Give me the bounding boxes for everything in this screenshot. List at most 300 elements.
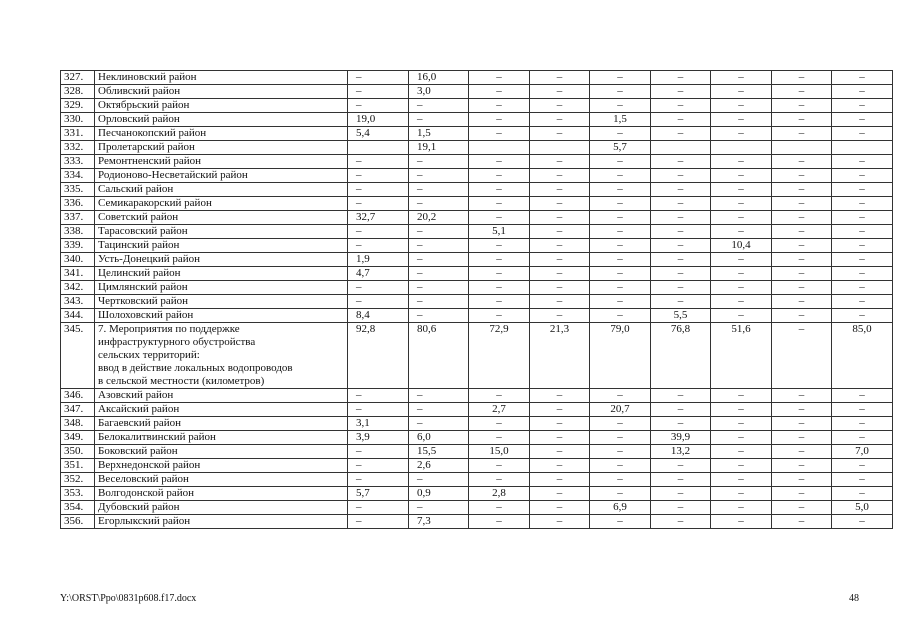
value-cell: –: [590, 253, 651, 267]
row-name-line: Волгодонской район: [98, 487, 195, 499]
value-cell: 6,9: [590, 501, 651, 515]
row-name-line: Песчанокопский район: [98, 127, 207, 139]
value-cell: –: [590, 473, 651, 487]
value-cell: –: [590, 431, 651, 445]
value-cell: –: [651, 169, 711, 183]
value-cell: 19,1: [409, 141, 469, 155]
value-cell: –: [772, 225, 832, 239]
value-cell: –: [530, 459, 590, 473]
value-cell: –: [772, 459, 832, 473]
value-cell: [651, 141, 711, 155]
value-cell: –: [711, 99, 772, 113]
value-cell: –: [469, 99, 530, 113]
row-name-line: Неклиновский район: [98, 71, 197, 83]
value-cell: –: [772, 211, 832, 225]
value-cell: –: [530, 113, 590, 127]
value-cell: –: [651, 487, 711, 501]
row-number: 345.: [61, 323, 95, 389]
row-number: 339.: [61, 239, 95, 253]
value-cell: 1,5: [409, 127, 469, 141]
row-name: [95, 211, 348, 225]
row-name: [95, 323, 348, 389]
value-cell: –: [832, 309, 893, 323]
table-row: [61, 473, 893, 487]
value-cell: –: [651, 403, 711, 417]
value-cell: [711, 141, 772, 155]
table-row: [61, 445, 893, 459]
value-cell: –: [651, 211, 711, 225]
value-cell: –: [772, 501, 832, 515]
value-cell: –: [590, 169, 651, 183]
value-cell: –: [530, 225, 590, 239]
value-cell: 76,8: [651, 323, 711, 389]
value-cell: –: [711, 71, 772, 85]
row-name: [95, 295, 348, 309]
value-cell: –: [772, 155, 832, 169]
value-cell: –: [469, 501, 530, 515]
row-name-line: Октябрьский район: [98, 99, 190, 111]
value-cell: –: [711, 197, 772, 211]
row-name: [95, 239, 348, 253]
value-cell: –: [651, 85, 711, 99]
value-cell: –: [711, 515, 772, 529]
value-cell: –: [832, 71, 893, 85]
value-cell: –: [832, 417, 893, 431]
table-row: [61, 295, 893, 309]
row-name: [95, 389, 348, 403]
value-cell: –: [590, 211, 651, 225]
value-cell: 13,2: [651, 445, 711, 459]
value-cell: –: [651, 295, 711, 309]
row-number: 344.: [61, 309, 95, 323]
value-cell: 3,1: [348, 417, 409, 431]
value-cell: –: [711, 281, 772, 295]
value-cell: –: [711, 267, 772, 281]
value-cell: 20,2: [409, 211, 469, 225]
value-cell: –: [711, 389, 772, 403]
value-cell: –: [469, 85, 530, 99]
value-cell: –: [772, 281, 832, 295]
value-cell: –: [590, 197, 651, 211]
value-cell: 51,6: [711, 323, 772, 389]
value-cell: –: [832, 225, 893, 239]
value-cell: –: [530, 183, 590, 197]
value-cell: –: [409, 239, 469, 253]
row-number: 351.: [61, 459, 95, 473]
page-number: 48: [849, 593, 859, 604]
row-name: [95, 127, 348, 141]
table-row: [61, 417, 893, 431]
value-cell: –: [348, 515, 409, 529]
row-name-line: Чертковский район: [98, 295, 189, 307]
value-cell: –: [711, 253, 772, 267]
value-cell: –: [832, 295, 893, 309]
row-name-line: Боковский район: [98, 445, 178, 457]
row-name-line: Целинский район: [98, 267, 181, 279]
value-cell: –: [711, 225, 772, 239]
value-cell: –: [590, 445, 651, 459]
value-cell: –: [530, 281, 590, 295]
value-cell: –: [832, 183, 893, 197]
value-cell: –: [469, 127, 530, 141]
value-cell: 2,6: [409, 459, 469, 473]
value-cell: –: [469, 155, 530, 169]
value-cell: –: [711, 459, 772, 473]
value-cell: –: [711, 403, 772, 417]
value-cell: –: [651, 183, 711, 197]
value-cell: –: [530, 71, 590, 85]
value-cell: –: [348, 403, 409, 417]
row-number: 354.: [61, 501, 95, 515]
row-number: 356.: [61, 515, 95, 529]
value-cell: 16,0: [409, 71, 469, 85]
row-name-line: 7. Мероприятия по поддержке: [98, 323, 240, 335]
value-cell: 0,9: [409, 487, 469, 501]
row-name: [95, 459, 348, 473]
value-cell: –: [772, 389, 832, 403]
row-name: [95, 445, 348, 459]
value-cell: –: [590, 295, 651, 309]
row-name-line: Аксайский район: [98, 403, 180, 415]
row-number: 341.: [61, 267, 95, 281]
value-cell: –: [772, 239, 832, 253]
table-row: [61, 99, 893, 113]
value-cell: –: [530, 487, 590, 501]
value-cell: –: [832, 85, 893, 99]
value-cell: –: [530, 501, 590, 515]
value-cell: –: [469, 389, 530, 403]
value-cell: –: [832, 197, 893, 211]
value-cell: 5,1: [469, 225, 530, 239]
value-cell: –: [530, 389, 590, 403]
row-name-line: в сельской местности (километров): [98, 375, 265, 387]
value-cell: –: [832, 155, 893, 169]
row-number: 347.: [61, 403, 95, 417]
value-cell: –: [651, 127, 711, 141]
value-cell: –: [348, 239, 409, 253]
value-cell: –: [530, 239, 590, 253]
row-name-line: Шолоховский район: [98, 309, 194, 321]
value-cell: –: [832, 239, 893, 253]
value-cell: –: [469, 211, 530, 225]
value-cell: –: [409, 225, 469, 239]
value-cell: –: [590, 183, 651, 197]
value-cell: –: [469, 459, 530, 473]
row-number: 337.: [61, 211, 95, 225]
row-name-line: сельских территорий:: [98, 349, 200, 361]
row-name-line: Сальский район: [98, 183, 174, 195]
table-row: [61, 141, 893, 155]
value-cell: –: [711, 431, 772, 445]
value-cell: –: [651, 501, 711, 515]
value-cell: –: [469, 239, 530, 253]
value-cell: 2,8: [469, 487, 530, 501]
value-cell: –: [772, 71, 832, 85]
value-cell: 5,0: [832, 501, 893, 515]
row-name-line: Белокалитвинский район: [98, 431, 216, 443]
row-name-line: ввод в действие локальных водопроводов: [98, 362, 293, 374]
value-cell: 5,5: [651, 309, 711, 323]
row-number: 350.: [61, 445, 95, 459]
value-cell: –: [409, 267, 469, 281]
value-cell: –: [772, 85, 832, 99]
value-cell: –: [832, 127, 893, 141]
row-number: 334.: [61, 169, 95, 183]
row-name: [95, 473, 348, 487]
value-cell: –: [590, 267, 651, 281]
value-cell: 2,7: [469, 403, 530, 417]
value-cell: –: [772, 127, 832, 141]
row-name: [95, 225, 348, 239]
value-cell: 3,9: [348, 431, 409, 445]
row-number: 336.: [61, 197, 95, 211]
table-row: [61, 459, 893, 473]
value-cell: 8,4: [348, 309, 409, 323]
value-cell: –: [530, 197, 590, 211]
value-cell: –: [409, 309, 469, 323]
value-cell: –: [530, 211, 590, 225]
table-row: [61, 323, 893, 389]
value-cell: –: [469, 309, 530, 323]
value-cell: –: [651, 113, 711, 127]
value-cell: –: [348, 281, 409, 295]
value-cell: –: [409, 295, 469, 309]
row-number: 343.: [61, 295, 95, 309]
value-cell: –: [348, 169, 409, 183]
row-name: [95, 99, 348, 113]
value-cell: [530, 141, 590, 155]
row-name-line: Азовский район: [98, 389, 174, 401]
value-cell: –: [832, 487, 893, 501]
value-cell: –: [711, 473, 772, 487]
value-cell: 72,9: [469, 323, 530, 389]
value-cell: 5,7: [348, 487, 409, 501]
value-cell: –: [711, 183, 772, 197]
table-row: [61, 239, 893, 253]
value-cell: –: [590, 515, 651, 529]
table-row: [61, 253, 893, 267]
value-cell: –: [832, 389, 893, 403]
row-name-line: Цимлянский район: [98, 281, 188, 293]
value-cell: –: [348, 225, 409, 239]
table-row: [61, 487, 893, 501]
value-cell: –: [348, 99, 409, 113]
value-cell: –: [530, 253, 590, 267]
table-row: [61, 225, 893, 239]
value-cell: –: [711, 155, 772, 169]
value-cell: –: [530, 515, 590, 529]
value-cell: –: [832, 459, 893, 473]
value-cell: –: [590, 417, 651, 431]
value-cell: 85,0: [832, 323, 893, 389]
value-cell: –: [590, 389, 651, 403]
value-cell: –: [530, 445, 590, 459]
value-cell: –: [530, 99, 590, 113]
value-cell: –: [711, 169, 772, 183]
value-cell: –: [469, 295, 530, 309]
row-number: 335.: [61, 183, 95, 197]
value-cell: –: [651, 389, 711, 403]
data-table: [60, 70, 893, 529]
value-cell: 4,7: [348, 267, 409, 281]
value-cell: –: [651, 281, 711, 295]
value-cell: –: [409, 403, 469, 417]
row-number: 330.: [61, 113, 95, 127]
value-cell: [772, 141, 832, 155]
value-cell: –: [590, 155, 651, 169]
value-cell: –: [469, 253, 530, 267]
row-name: [95, 515, 348, 529]
value-cell: –: [530, 169, 590, 183]
value-cell: –: [469, 417, 530, 431]
value-cell: –: [348, 473, 409, 487]
row-name: [95, 169, 348, 183]
row-name-line: инфраструктурного обустройства: [98, 336, 256, 348]
value-cell: –: [711, 445, 772, 459]
value-cell: –: [348, 445, 409, 459]
row-name-line: Егорлыкский район: [98, 515, 191, 527]
table-row: [61, 183, 893, 197]
value-cell: –: [772, 197, 832, 211]
value-cell: –: [772, 417, 832, 431]
row-name-line: Усть-Донецкий район: [98, 253, 201, 265]
row-name: [95, 253, 348, 267]
row-number: 352.: [61, 473, 95, 487]
value-cell: –: [348, 71, 409, 85]
row-number: 346.: [61, 389, 95, 403]
row-name: [95, 501, 348, 515]
value-cell: –: [651, 239, 711, 253]
value-cell: –: [409, 169, 469, 183]
value-cell: 21,3: [530, 323, 590, 389]
table-row: [61, 169, 893, 183]
value-cell: –: [530, 155, 590, 169]
value-cell: –: [530, 403, 590, 417]
value-cell: –: [651, 253, 711, 267]
value-cell: 5,4: [348, 127, 409, 141]
row-name-line: Обливский район: [98, 85, 181, 97]
value-cell: –: [772, 445, 832, 459]
row-name: [95, 267, 348, 281]
value-cell: 15,0: [469, 445, 530, 459]
value-cell: –: [469, 183, 530, 197]
row-name: [95, 183, 348, 197]
value-cell: –: [590, 487, 651, 501]
value-cell: –: [530, 473, 590, 487]
value-cell: –: [590, 85, 651, 99]
value-cell: –: [469, 197, 530, 211]
value-cell: –: [832, 515, 893, 529]
value-cell: 5,7: [590, 141, 651, 155]
value-cell: 80,6: [409, 323, 469, 389]
table-row: [61, 515, 893, 529]
value-cell: 7,0: [832, 445, 893, 459]
value-cell: –: [530, 267, 590, 281]
value-cell: –: [469, 113, 530, 127]
row-name-line: Ремонтненский район: [98, 155, 202, 167]
value-cell: –: [711, 417, 772, 431]
row-number: 329.: [61, 99, 95, 113]
value-cell: –: [772, 183, 832, 197]
value-cell: –: [832, 281, 893, 295]
value-cell: –: [772, 403, 832, 417]
row-name-line: Орловский район: [98, 113, 180, 125]
row-name: [95, 309, 348, 323]
value-cell: –: [348, 295, 409, 309]
value-cell: –: [469, 431, 530, 445]
value-cell: –: [651, 417, 711, 431]
table-row: [61, 197, 893, 211]
value-cell: –: [469, 281, 530, 295]
value-cell: 32,7: [348, 211, 409, 225]
value-cell: 1,9: [348, 253, 409, 267]
value-cell: –: [772, 169, 832, 183]
value-cell: –: [469, 515, 530, 529]
table-row: [61, 431, 893, 445]
value-cell: –: [651, 99, 711, 113]
value-cell: –: [348, 155, 409, 169]
value-cell: –: [832, 431, 893, 445]
value-cell: –: [530, 127, 590, 141]
row-number: 342.: [61, 281, 95, 295]
row-name-line: Тацинский район: [98, 239, 180, 251]
value-cell: –: [651, 267, 711, 281]
row-name: [95, 281, 348, 295]
value-cell: –: [711, 127, 772, 141]
value-cell: –: [469, 267, 530, 281]
value-cell: 15,5: [409, 445, 469, 459]
value-cell: –: [772, 431, 832, 445]
table-row: [61, 127, 893, 141]
value-cell: 3,0: [409, 85, 469, 99]
value-cell: –: [832, 403, 893, 417]
row-name: [95, 141, 348, 155]
value-cell: –: [469, 71, 530, 85]
value-cell: –: [711, 113, 772, 127]
value-cell: 92,8: [348, 323, 409, 389]
row-name: [95, 85, 348, 99]
table-row: [61, 113, 893, 127]
row-name-line: Семикаракорский район: [98, 197, 212, 209]
value-cell: –: [651, 197, 711, 211]
value-cell: –: [409, 155, 469, 169]
value-cell: [832, 141, 893, 155]
value-cell: –: [832, 113, 893, 127]
value-cell: –: [772, 113, 832, 127]
row-name-line: Советский район: [98, 211, 179, 223]
value-cell: 7,3: [409, 515, 469, 529]
value-cell: –: [651, 155, 711, 169]
row-name-line: Пролетарский район: [98, 141, 195, 153]
row-number: 338.: [61, 225, 95, 239]
table-row: [61, 267, 893, 281]
row-name-line: Дубовский район: [98, 501, 180, 513]
row-number: 327.: [61, 71, 95, 85]
value-cell: [469, 141, 530, 155]
value-cell: 10,4: [711, 239, 772, 253]
row-number: 349.: [61, 431, 95, 445]
value-cell: –: [772, 295, 832, 309]
value-cell: –: [651, 71, 711, 85]
value-cell: –: [651, 473, 711, 487]
value-cell: –: [590, 459, 651, 473]
value-cell: –: [409, 281, 469, 295]
value-cell: –: [590, 309, 651, 323]
value-cell: –: [348, 459, 409, 473]
value-cell: –: [530, 431, 590, 445]
value-cell: –: [409, 113, 469, 127]
value-cell: 39,9: [651, 431, 711, 445]
